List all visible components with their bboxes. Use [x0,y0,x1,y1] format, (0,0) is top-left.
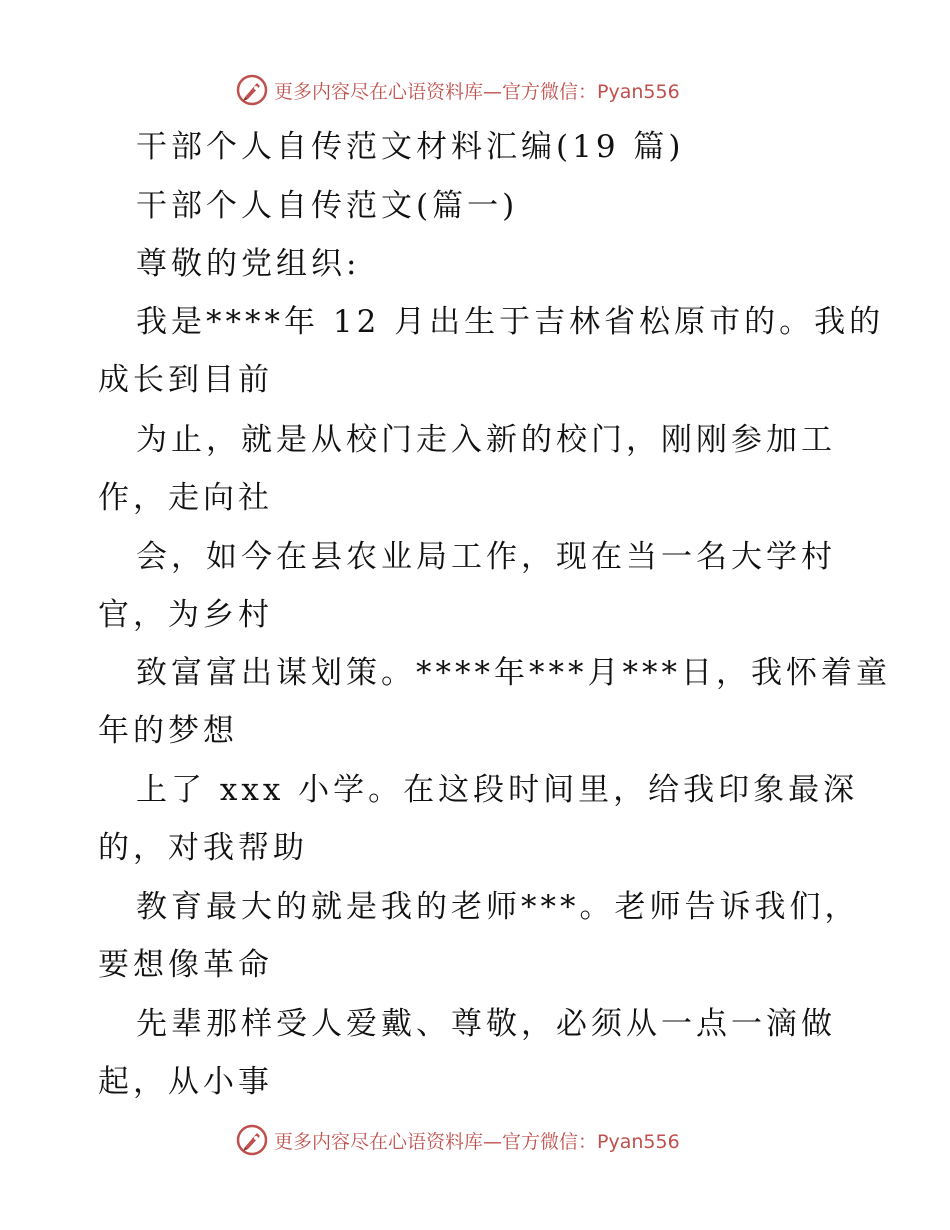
pen-logo-icon [236,1124,268,1156]
header-banner-text: 更多内容尽在心语资料库—官方微信：Pyan556 [274,80,680,103]
paragraph-line: 起，从小事 [98,1064,273,1100]
paragraph-line: 官，为乡村 [98,597,273,633]
paragraph-line: 上了 xxx 小学。在这段时间里，给我印象最深 [136,772,859,808]
paragraph-line: 致富富出谋划策。****年***月***日，我怀着童 [136,655,891,691]
pen-logo-icon [236,74,268,106]
salutation: 尊敬的党组织: [136,246,361,282]
footer-banner [236,1123,680,1157]
paragraph-line: 会，如今在县农业局工作，现在当一名大学村 [136,539,836,575]
paragraph-line: 作，走向社 [98,480,273,516]
paragraph-line: 先辈那样受人爱戴、尊敬，必须从一点一滴做 [136,1006,836,1042]
paragraph-line: 成长到目前 [98,362,273,398]
paragraph-line: 年的梦想 [98,713,238,749]
paragraph-line: 要想像革命 [98,947,273,983]
paragraph-line: 的，对我帮助 [98,830,308,866]
paragraph-line: 为止，就是从校门走入新的校门，刚刚参加工 [136,422,836,458]
document-title: 干部个人自传范文材料汇编(19 篇) [136,129,685,165]
section-title: 干部个人自传范文(篇一) [136,188,519,224]
paragraph-line: 我是****年 12 月出生于吉林省松原市的。我的 [136,304,885,340]
footer-banner-text: 更多内容尽在心语资料库—官方微信：Pyan556 [274,1130,680,1153]
paragraph-line: 教育最大的就是我的老师***。老师告诉我们， [136,889,860,925]
header-banner [236,73,680,107]
